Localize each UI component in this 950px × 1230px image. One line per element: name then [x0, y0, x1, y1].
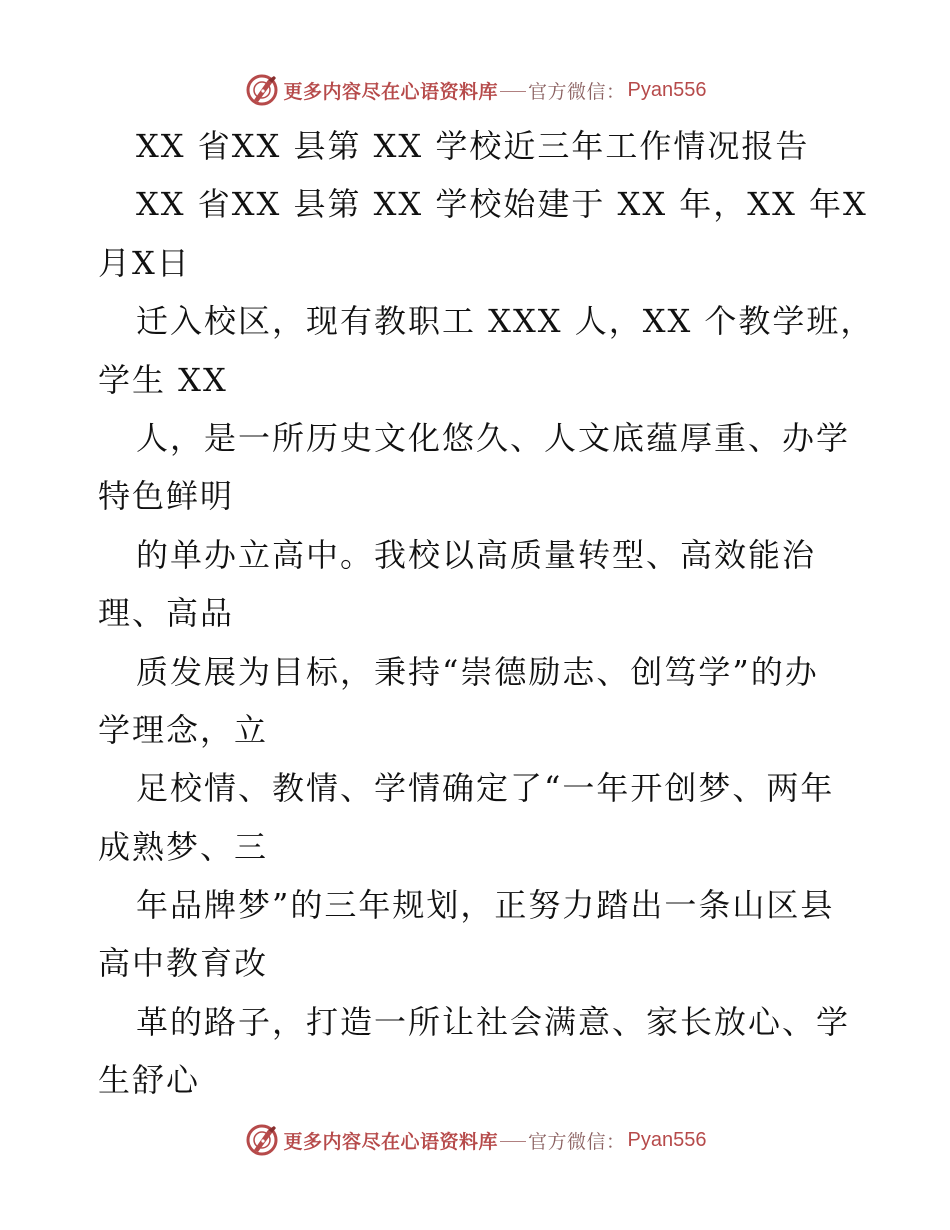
pen-nib-logo-icon — [244, 1122, 280, 1158]
doc-line: 的单办立高中。我校以高质量转型、高效能治 — [136, 535, 817, 574]
footer-brand-text: 更多内容尽在心语资料库 — [283, 1130, 499, 1153]
pen-nib-logo-icon — [244, 72, 280, 108]
footer-dash — [500, 1141, 526, 1142]
doc-line-title: XX 省XX 县第 XX 学校近三年工作情况报告 — [136, 127, 810, 165]
doc-line: 学理念，立 — [98, 710, 269, 749]
header-wechat-id: Pyan556 — [627, 78, 707, 101]
header-banner — [0, 70, 950, 110]
doc-line: 年品牌梦”的三年规划，正努力踏出一条山区县 — [136, 886, 835, 925]
footer-wechat-id: Pyan556 — [627, 1128, 707, 1151]
doc-line: 成熟梦、三 — [98, 827, 269, 866]
doc-line: 学生 XX — [98, 360, 228, 399]
doc-line: 高中教育改 — [98, 944, 269, 983]
doc-line: XX 省XX 县第 XX 学校始建于 XX 年，XX 年X — [136, 185, 868, 224]
doc-line: 月X日 — [98, 243, 191, 282]
doc-line: 革的路子，打造一所让社会满意、家长放心、学 — [136, 1002, 851, 1041]
doc-line: 足校情、教情、学情确定了“一年开创梦、两年 — [136, 769, 835, 808]
doc-line: 特色鲜明 — [98, 477, 235, 516]
doc-line: 迁入校区，现有教职工 XXX 人，XX 个教学班， — [136, 302, 875, 341]
doc-line: 质发展为目标，秉持“崇德励志、创笃学”的办 — [136, 652, 819, 691]
doc-line: 生舒心 — [98, 1061, 201, 1100]
footer-official-label: 官方微信： — [528, 1130, 626, 1153]
document-body — [98, 117, 875, 1110]
header-brand-text: 更多内容尽在心语资料库 — [283, 80, 499, 103]
header-dash — [500, 91, 526, 92]
doc-line: 理、高品 — [98, 594, 235, 633]
doc-line: 人，是一所历史文化悠久、人文底蕴厚重、办学 — [136, 418, 851, 457]
header-official-label: 官方微信： — [528, 80, 626, 103]
footer-banner — [0, 1120, 950, 1160]
